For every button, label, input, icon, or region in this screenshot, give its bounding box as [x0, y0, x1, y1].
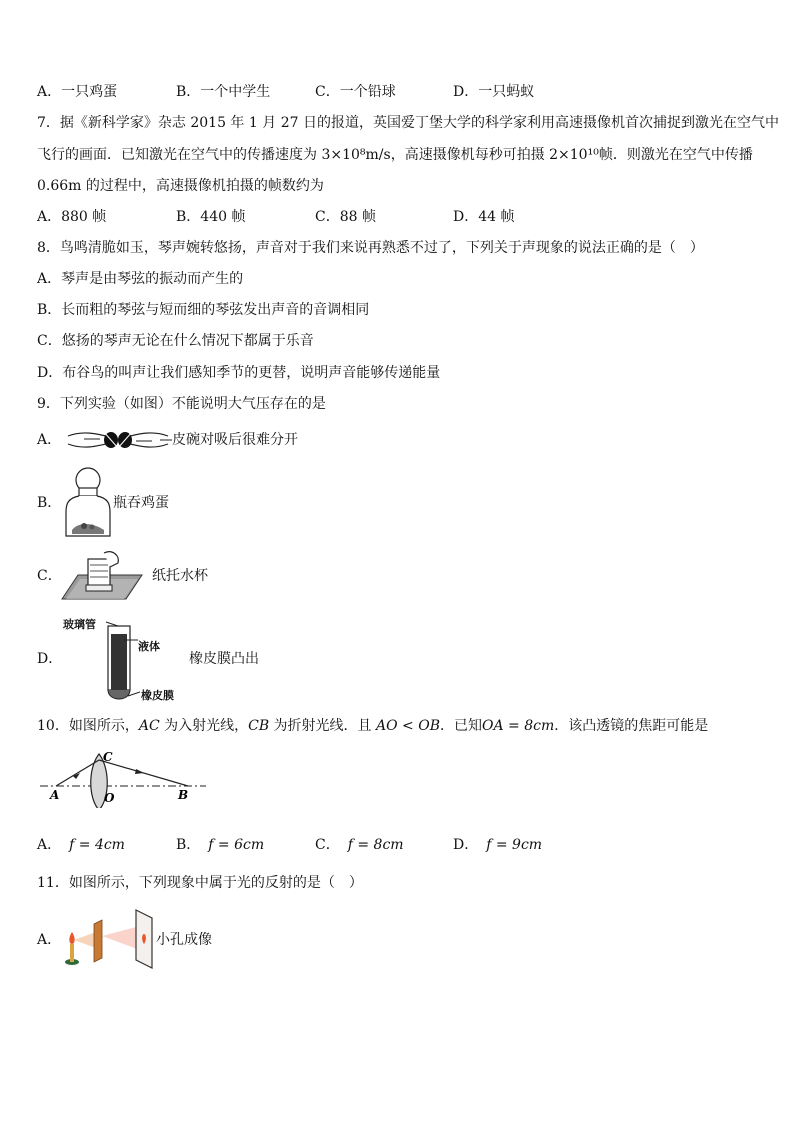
q7-option-b: B．440 帧 [176, 209, 246, 225]
q10-ac: AC [138, 718, 160, 734]
tube-label: 玻璃管 [63, 618, 96, 631]
q10-stem-a: 10．如图所示， [37, 718, 139, 734]
q6-option-b: B．一个中学生 [176, 84, 271, 100]
q10-option-d [453, 836, 542, 854]
suction-cups-figure [64, 420, 172, 458]
q10-stem-c: 为折射光线．且 [269, 718, 377, 734]
q9-stem: 9．下列实验（如图）不能说明大气压存在的是 [37, 396, 326, 412]
q11-option-a-caption: 小孔成像 [156, 932, 212, 948]
q10-option-c [315, 836, 404, 854]
point-o-label: O [104, 791, 115, 805]
point-c-label: C [103, 750, 113, 764]
q10-oa: OA = 8cm [482, 718, 555, 734]
q10-stem [37, 717, 708, 735]
q7-stem-line1: 7．据《新科学家》杂志 2015 年 1 月 27 日的报道，英国爱丁堡大学的科学家利用高速摄像机首次捕捉到激光在空气中 [37, 115, 779, 131]
q10-option-a [37, 836, 125, 854]
q10-stem-d: ．已知 [440, 718, 482, 734]
q10-option-b-letter: B． [176, 837, 201, 853]
pinhole-camera-figure [60, 906, 156, 972]
point-a-label: A [50, 788, 60, 802]
q10-option-d-value: f = 9cm [486, 837, 543, 853]
q9-option-a-letter: A． [37, 432, 62, 448]
q9-option-c-caption: 纸托水杯 [152, 568, 208, 584]
glass-tube-figure [100, 618, 140, 704]
q8-option-d: D．布谷鸟的叫声让我们感知季节的更替，说明声音能够传递能量 [37, 365, 441, 381]
paper-cup-figure [60, 545, 144, 603]
convex-lens-figure [40, 748, 210, 808]
q10-option-b [176, 836, 264, 854]
q9-option-b-caption: 瓶吞鸡蛋 [113, 495, 169, 511]
q7-stem-line3: 0.66m 的过程中，高速摄像机拍摄的帧数约为 [37, 178, 324, 194]
bottle-egg-figure [62, 464, 116, 540]
q10-stem-e: ．该凸透镜的焦距可能是 [554, 718, 709, 734]
q8-option-b: B．长而粗的琴弦与短而细的琴弦发出声音的音调相同 [37, 302, 370, 318]
q10-option-c-letter: C． [315, 837, 340, 853]
q8-option-a: A．琴声是由琴弦的振动而产生的 [37, 271, 244, 287]
q10-option-d-letter: D． [453, 837, 479, 853]
q10-condition: AO < OB [376, 718, 440, 734]
q6-option-c: C．一个铅球 [315, 84, 396, 100]
q6-option-a: A．一只鸡蛋 [37, 84, 118, 100]
q9-option-a-caption: 皮碗对吸后很难分开 [172, 432, 298, 448]
q6-option-d: D．一只蚂蚁 [453, 84, 535, 100]
liquid-label: 液体 [138, 640, 160, 653]
q8-option-c: C．悠扬的琴声无论在什么情况下都属于乐音 [37, 333, 314, 349]
q9-option-b-letter: B． [37, 495, 62, 511]
point-b-label: B [178, 788, 189, 802]
q10-option-a-letter: A． [37, 837, 62, 853]
q7-option-c: C．88 帧 [315, 209, 376, 225]
q10-cb: CB [248, 718, 270, 734]
q11-stem: 11．如图所示，下列现象中属于光的反射的是（ ） [37, 875, 363, 891]
q7-option-d: D．44 帧 [453, 209, 515, 225]
q10-stem-b: 为入射光线， [159, 718, 249, 734]
q9-option-c-letter: C． [37, 568, 62, 584]
q7-option-a: A．880 帧 [37, 209, 107, 225]
q9-option-d-letter: D． [37, 651, 63, 667]
q10-option-a-value: f = 4cm [69, 837, 125, 853]
q10-option-c-value: f = 8cm [347, 837, 404, 853]
membrane-label: 橡皮膜 [141, 689, 174, 702]
q10-option-b-value: f = 6cm [208, 837, 265, 853]
q8-stem: 8．鸟鸣清脆如玉，琴声婉转悠扬，声音对于我们来说再熟悉不过了，下列关于声现象的说法正确的是（ ） [37, 240, 704, 256]
q9-option-d-caption: 橡皮膜凸出 [189, 651, 259, 667]
q7-stem-line2: 飞行的画面．已知激光在空气中的传播速度为 3×10⁸m/s，高速摄像机每秒可拍摄 2×10¹⁰帧．则激光在空气中传播 [37, 147, 753, 163]
q11-option-a-letter: A． [37, 932, 62, 948]
